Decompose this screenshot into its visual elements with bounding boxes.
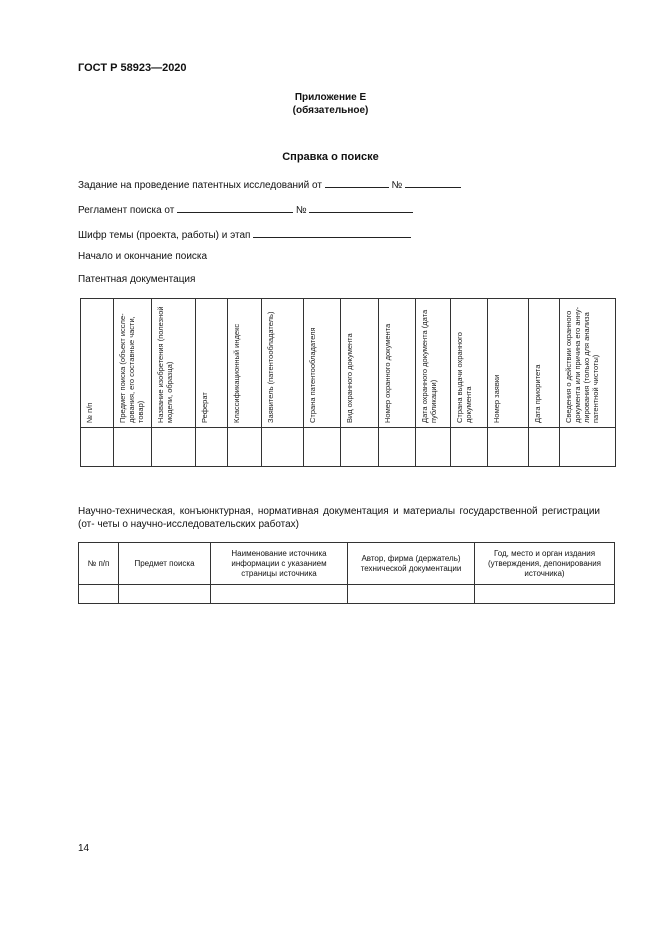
patent-cell xyxy=(488,428,529,467)
patent-col-header xyxy=(560,299,616,428)
patent-col-label: Классификационный индекс xyxy=(232,323,241,423)
patent-cell xyxy=(416,428,451,467)
patent-col-header xyxy=(416,299,451,428)
patent-col-label: Страна патентообладателя xyxy=(308,327,317,423)
lit-col-header: Автор, фирма (держатель) технической документации xyxy=(348,543,475,585)
patent-col-header xyxy=(114,299,152,428)
patent-col-header xyxy=(304,299,341,428)
literature-table-header xyxy=(79,543,615,585)
patent-cell xyxy=(560,428,616,467)
lit-col-header: Предмет поиска xyxy=(119,543,211,585)
patent-col-label: Заявитель (патентообладатель) xyxy=(266,311,275,423)
patent-col-header xyxy=(81,299,114,428)
patent-col-label: Дата охранного документа (дата публикации) xyxy=(420,309,438,423)
lit-col-header: Год, место и орган издания (утверждения, депонирования источника) xyxy=(475,543,615,585)
task-line xyxy=(78,178,461,191)
appendix-status: (обязательное) xyxy=(292,105,369,116)
reference-title: Справка о поиске xyxy=(282,151,379,163)
patent-cell xyxy=(529,428,560,467)
task-label: Задание на проведение патентных исследований от xyxy=(78,180,322,191)
theme-label: Шифр темы (проекта, работы) и этап xyxy=(78,230,251,241)
patent-cell xyxy=(152,428,196,467)
regulation-line xyxy=(78,203,413,216)
patent-table-row xyxy=(81,428,616,467)
patent-cell xyxy=(262,428,304,467)
patent-cell xyxy=(451,428,488,467)
task-number-blank xyxy=(405,178,461,188)
lit-cell xyxy=(79,585,119,604)
patent-table xyxy=(80,298,616,467)
theme-line xyxy=(78,228,411,241)
patent-col-header xyxy=(341,299,379,428)
patent-cell xyxy=(341,428,379,467)
regulation-number-blank xyxy=(309,203,413,213)
appendix-heading xyxy=(0,91,661,117)
patent-docs-line: Патентная документация xyxy=(78,274,196,285)
patent-col-header xyxy=(379,299,416,428)
appendix-title: Приложение Е xyxy=(294,92,367,103)
task-number-label: № xyxy=(391,180,403,191)
literature-table xyxy=(78,542,615,604)
patent-cell xyxy=(114,428,152,467)
lit-cell xyxy=(119,585,211,604)
patent-cell xyxy=(228,428,262,467)
patent-col-label: Предмет поиска (объект иссле- дования, его составные части, товар) xyxy=(118,313,145,423)
patent-col-header xyxy=(152,299,196,428)
regulation-number-label: № xyxy=(295,205,307,216)
patent-col-header xyxy=(488,299,529,428)
patent-col-label: Номер охранного документа xyxy=(383,323,392,423)
patent-col-label: Название изобретения (полезной модели, образца) xyxy=(156,306,174,423)
patent-cell xyxy=(304,428,341,467)
task-date-blank xyxy=(325,178,389,188)
patent-col-header xyxy=(196,299,228,428)
lit-cell xyxy=(211,585,348,604)
patent-cell xyxy=(379,428,416,467)
patent-col-label: Дата приоритета xyxy=(533,364,542,423)
patent-col-header xyxy=(228,299,262,428)
patent-col-label: Вид охранного документа xyxy=(345,333,354,423)
patent-col-label: Номер заявки xyxy=(492,374,501,423)
patent-col-label: № п/п xyxy=(85,402,94,423)
lit-col-header: № п/п xyxy=(79,543,119,585)
lit-col-header: Наименование источника информации с указанием страницы источника xyxy=(211,543,348,585)
patent-cell xyxy=(196,428,228,467)
period-line: Начало и окончание поиска xyxy=(78,251,208,262)
patent-col-label: Страна выдачи охранного документа xyxy=(455,332,473,423)
theme-blank xyxy=(253,228,411,238)
patent-col-header xyxy=(529,299,560,428)
sci-docs-heading: Научно-техническая, конъюнктурная, нормативная документация и материалы государственной регистрации (от- четы о научно-исследовательских работах) xyxy=(78,506,600,530)
patent-cell xyxy=(81,428,114,467)
patent-col-header xyxy=(451,299,488,428)
literature-table-row xyxy=(79,585,615,604)
regulation-date-blank xyxy=(177,203,293,213)
patent-col-label: Сведения о действии охранного документа или причина его анну- лирования (только для анализа патентной чистоты) xyxy=(564,306,600,423)
patent-col-header xyxy=(262,299,304,428)
regulation-label: Регламент поиска от xyxy=(78,205,175,216)
lit-cell xyxy=(348,585,475,604)
patent-col-label: Реферат xyxy=(200,392,209,423)
patent-table-header xyxy=(81,299,616,428)
page-number: 14 xyxy=(78,843,90,854)
lit-cell xyxy=(475,585,615,604)
standard-designation: ГОСТ Р 58923—2020 xyxy=(78,62,187,74)
